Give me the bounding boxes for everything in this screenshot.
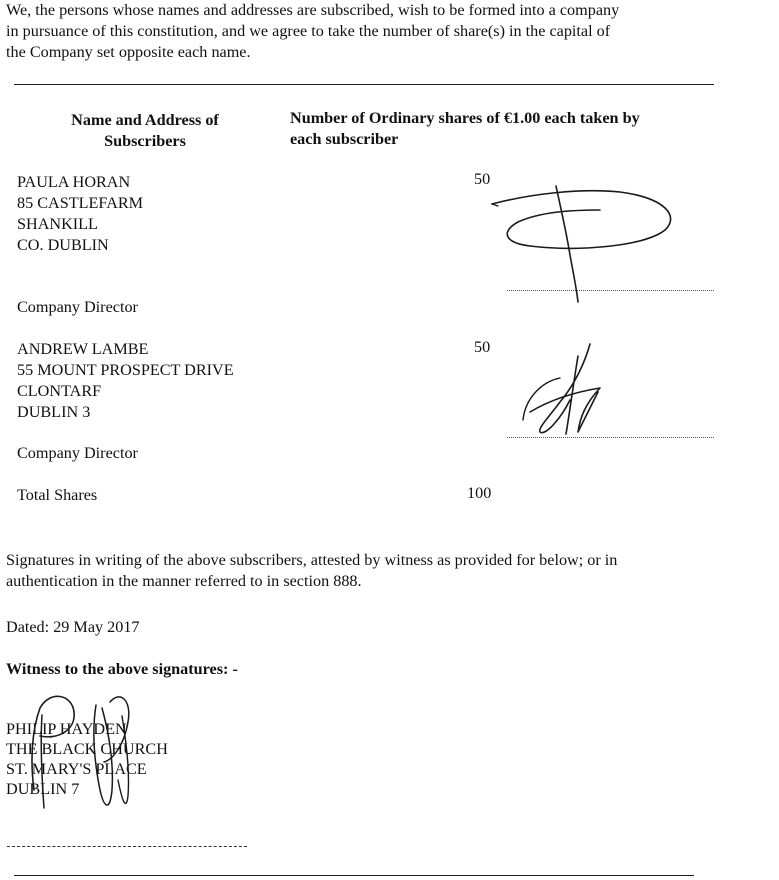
subscriber-role: Company Director xyxy=(17,444,138,462)
column-heading-line: Number of Ordinary shares of €1.00 each taken by xyxy=(290,109,640,127)
signature-stroke xyxy=(523,378,560,420)
address-line: ST. MARY'S PLACE xyxy=(6,760,147,778)
total-shares-value: 100 xyxy=(467,484,492,502)
attestation-line: Signatures in writing of the above subscribers, attested by witness as provided for below; or in xyxy=(6,551,618,569)
address-line: SHANKILL xyxy=(17,215,98,233)
subscriber-role: Company Director xyxy=(17,298,138,316)
address-line: CO. DUBLIN xyxy=(17,236,109,254)
address-line: PHILIP HAYDEN xyxy=(6,720,127,738)
address-line: DUBLIN 3 xyxy=(17,403,91,421)
intro-line: in pursuance of this constitution, and we agree to take the number of share(s) in the capital of xyxy=(6,22,611,40)
subscriber-shares: 50 xyxy=(474,338,491,356)
subscriber-shares: 50 xyxy=(474,170,491,188)
intro-line: the Company set opposite each name. xyxy=(6,43,251,61)
intro-line: We, the persons whose names and addresses are subscribed, wish to be formed into a company xyxy=(6,1,620,19)
signature-stroke xyxy=(492,204,498,206)
signature-stroke xyxy=(540,344,590,433)
address-line: CLONTARF xyxy=(17,382,102,400)
witness-signature-drawing xyxy=(32,696,129,808)
dated-text: Dated: 29 May 2017 xyxy=(6,618,140,636)
address-line: THE BLACK CHURCH xyxy=(6,740,168,758)
address-line: DUBLIN 7 xyxy=(6,780,80,798)
address-line: PAULA HORAN xyxy=(17,173,131,191)
column-heading-line: each subscriber xyxy=(290,130,399,148)
signature-1-drawing xyxy=(492,186,671,302)
signature-stroke xyxy=(556,186,578,302)
column-heading-line: Name and Address of xyxy=(71,111,219,129)
signature-stroke xyxy=(41,715,44,808)
signature-stroke xyxy=(32,696,74,790)
signature-stroke xyxy=(492,191,671,249)
column-heading-line: Subscribers xyxy=(104,132,186,150)
attestation-line: authentication in the manner referred to in section 888. xyxy=(6,572,362,590)
address-line: ANDREW LAMBE xyxy=(17,340,149,358)
signature-stroke xyxy=(94,705,112,805)
address-line: 85 CASTLEFARM xyxy=(17,194,144,212)
total-shares-label: Total Shares xyxy=(17,486,98,504)
witness-heading: Witness to the above signatures: - xyxy=(6,660,238,678)
signature-2-drawing xyxy=(523,344,600,434)
address-line: 55 MOUNT PROSPECT DRIVE xyxy=(17,361,234,379)
